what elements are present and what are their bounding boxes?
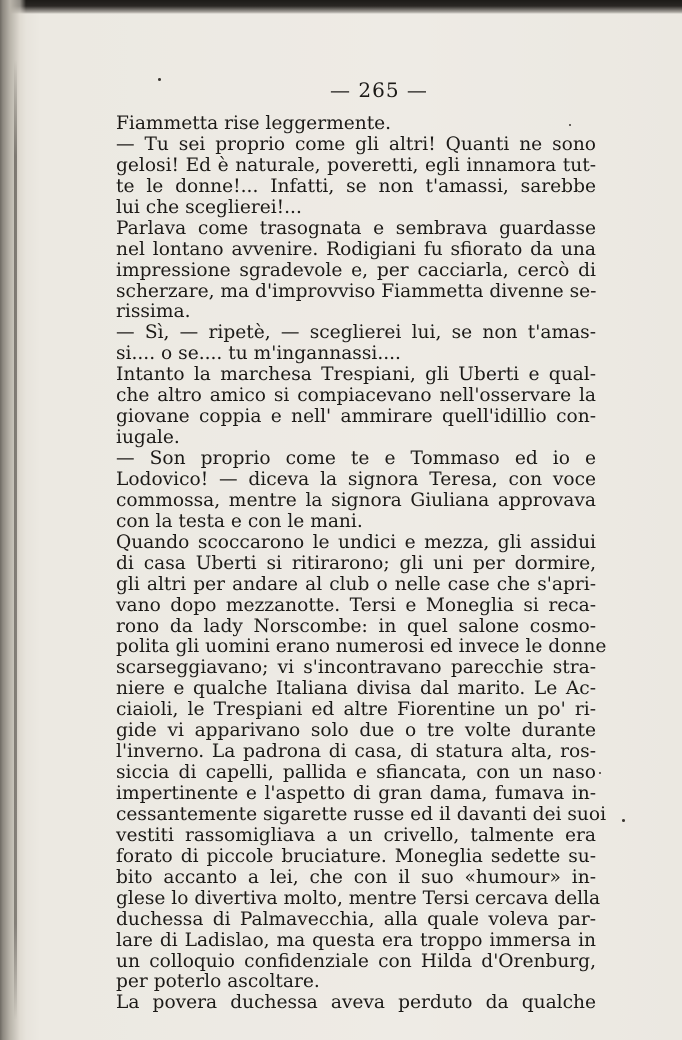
ink-speck (599, 772, 601, 774)
page-binding-edge (0, 0, 26, 1040)
text-line: scherzare, ma d'improvviso Fiammetta divenne se- (116, 280, 597, 302)
text-line: l'inverno. La padrona di casa, di statura alta, ros- (116, 741, 596, 763)
text-line: nel lontano avvenire. Rodigiani fu sfiorato da una (116, 238, 596, 260)
text-line: per poterlo ascoltare. (116, 971, 320, 993)
text-line: gli altri per andare al club o nelle case che s'apri- (116, 573, 596, 595)
text-line: un colloquio confidenziale con Hilda d'Orenburg, (116, 950, 596, 972)
text-line: Lodovico! — diceva la signora Teresa, con voce (116, 468, 596, 490)
text-line: impressione sgradevole e, per cacciarla, cercò di (116, 259, 596, 281)
text-line: si.... o se.... tu m'ingannassi.... (116, 343, 401, 365)
text-line: Quando scoccarono le undici e mezza, gli assidui (116, 531, 596, 553)
text-line: duchessa di Palmavecchia, alla quale voleva par- (116, 908, 596, 930)
text-line: siccia di capelli, pallida e sfiancata, con un naso (116, 762, 596, 784)
text-line: — Son proprio come te e Tommaso ed io e (116, 448, 596, 469)
text-line: bito accanto a lei, che con il suo «humour» in- (116, 866, 596, 888)
text-line: scarseggiavano; vi s'incontravano parecchie stra- (116, 657, 596, 679)
ink-speck (569, 124, 571, 126)
text-line: forato di piccole bruciature. Moneglia sedette su- (116, 845, 596, 867)
ink-speck (158, 78, 161, 81)
text-line: iugale. (116, 427, 180, 449)
text-line: lui che sceglierei!... (116, 196, 302, 218)
text-line: polita gli uomini erano numerosi ed invece le donne (116, 636, 607, 658)
text-line: — Sì, — ripetè, — sceglierei lui, se non t'amas- (116, 322, 596, 344)
text-line: che altro amico si compiacevano nell'osservare la (116, 385, 596, 407)
text-line: rono da lady Norscombe: in quel salone cosmo- (116, 615, 596, 637)
text-line: lare di Ladislao, ma questa era troppo immersa in (116, 929, 596, 951)
text-line: gelosi! Ed è naturale, poveretti, egli innamora tut- (116, 154, 596, 176)
text-line: Intanto la marchesa Trespiani, gli Uberti e qual- (116, 364, 596, 386)
text-line: vano dopo mezzanotte. Tersi e Moneglia si reca- (116, 594, 596, 616)
gutter-shadow (14, 60, 17, 1020)
text-line: glese lo divertiva molto, mentre Tersi cercava della (116, 887, 601, 909)
text-line: impertinente e l'aspetto di gran dama, fumava in- (116, 783, 596, 804)
text-line: rissima. (116, 301, 191, 323)
text-line: giovane coppia e nell' ammirare quell'idillio con- (116, 406, 596, 428)
text-line: Parlava come trasognata e sembrava guardasse (116, 217, 596, 239)
text-line: cessantemente sigarette russe ed il davanti dei suoi (116, 803, 607, 825)
text-line: di casa Uberti si ritirarono; gli uni per dormire, (116, 552, 596, 574)
text-line: — Tu sei proprio come gli altri! Quanti ne sono (116, 133, 596, 155)
text-line: con la testa e con le mani. (116, 510, 363, 532)
text-line: niere e qualche Italiana divisa dal marito. Le Ac- (116, 678, 596, 700)
text-line: Fiammetta rise leggermente. (116, 113, 392, 134)
page-top-edge (0, 0, 682, 14)
text-line: te le donne!... Infatti, se non t'amassi, sarebbe (116, 175, 596, 197)
text-line: vestiti rassomigliava a un crivello, talmente era (116, 824, 596, 846)
page-number: — 265 — (330, 78, 428, 102)
text-line: commossa, mentre la signora Giuliana approvava (116, 489, 596, 511)
ink-speck (622, 819, 625, 822)
text-line: La povera duchessa aveva perduto da qualche (116, 992, 596, 1014)
body-text (116, 113, 607, 1014)
text-line: ciaioli, le Trespiani ed altre Fiorentine un po' ri- (116, 699, 596, 721)
text-line: gide vi apparivano solo due o tre volte durante (116, 720, 596, 742)
